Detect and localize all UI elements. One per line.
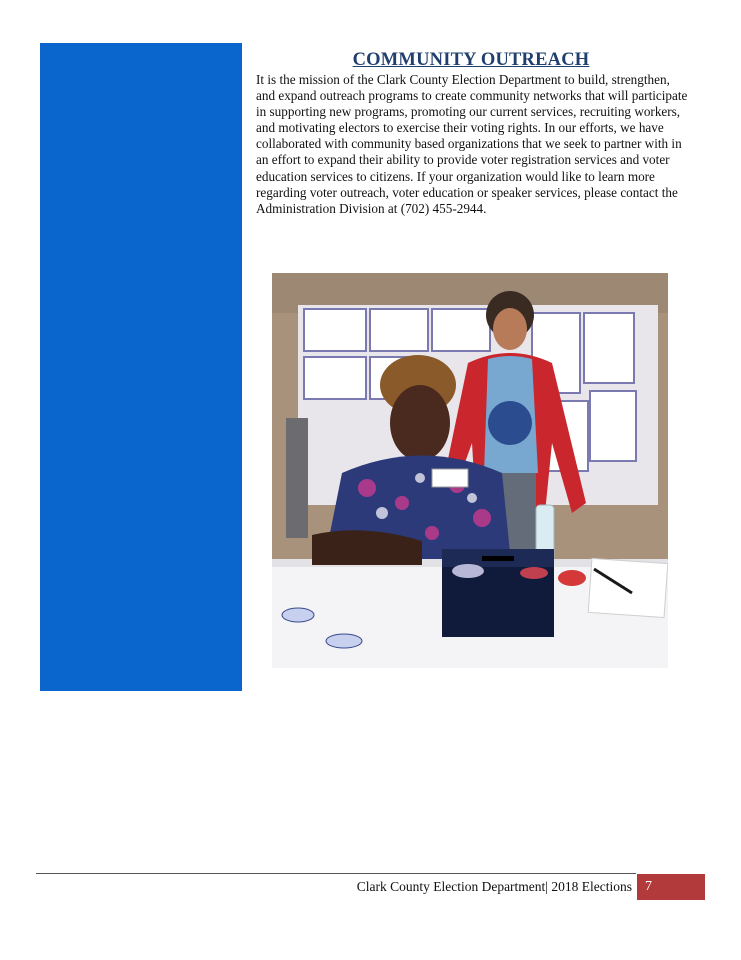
outreach-photo xyxy=(272,273,668,668)
page-number: 7 xyxy=(637,874,705,900)
footer-publication-title: Clark County Election Department| 2018 Elections xyxy=(356,879,632,894)
sidebar-blue-panel xyxy=(40,43,242,691)
footer-divider xyxy=(36,873,636,874)
mission-paragraph: It is the mission of the Clark County Election Department to build, strengthen, and expand outreach programs to create community networks that will participate in supporting new programs, promoting our current services, recruiting workers, and motivating electors to exercise their voting rights. In our efforts, we have collaborated with community based organizations that we seek to partner with in an effort to expand their ability to provide voter registration services and voter education services to citizens. If your organization would like to learn more regarding voter outreach, voter education or speaker services, please contact the Administration Division at (702) 455-2944. xyxy=(256,72,688,216)
page-title: COMMUNITY OUTREACH xyxy=(352,50,590,70)
